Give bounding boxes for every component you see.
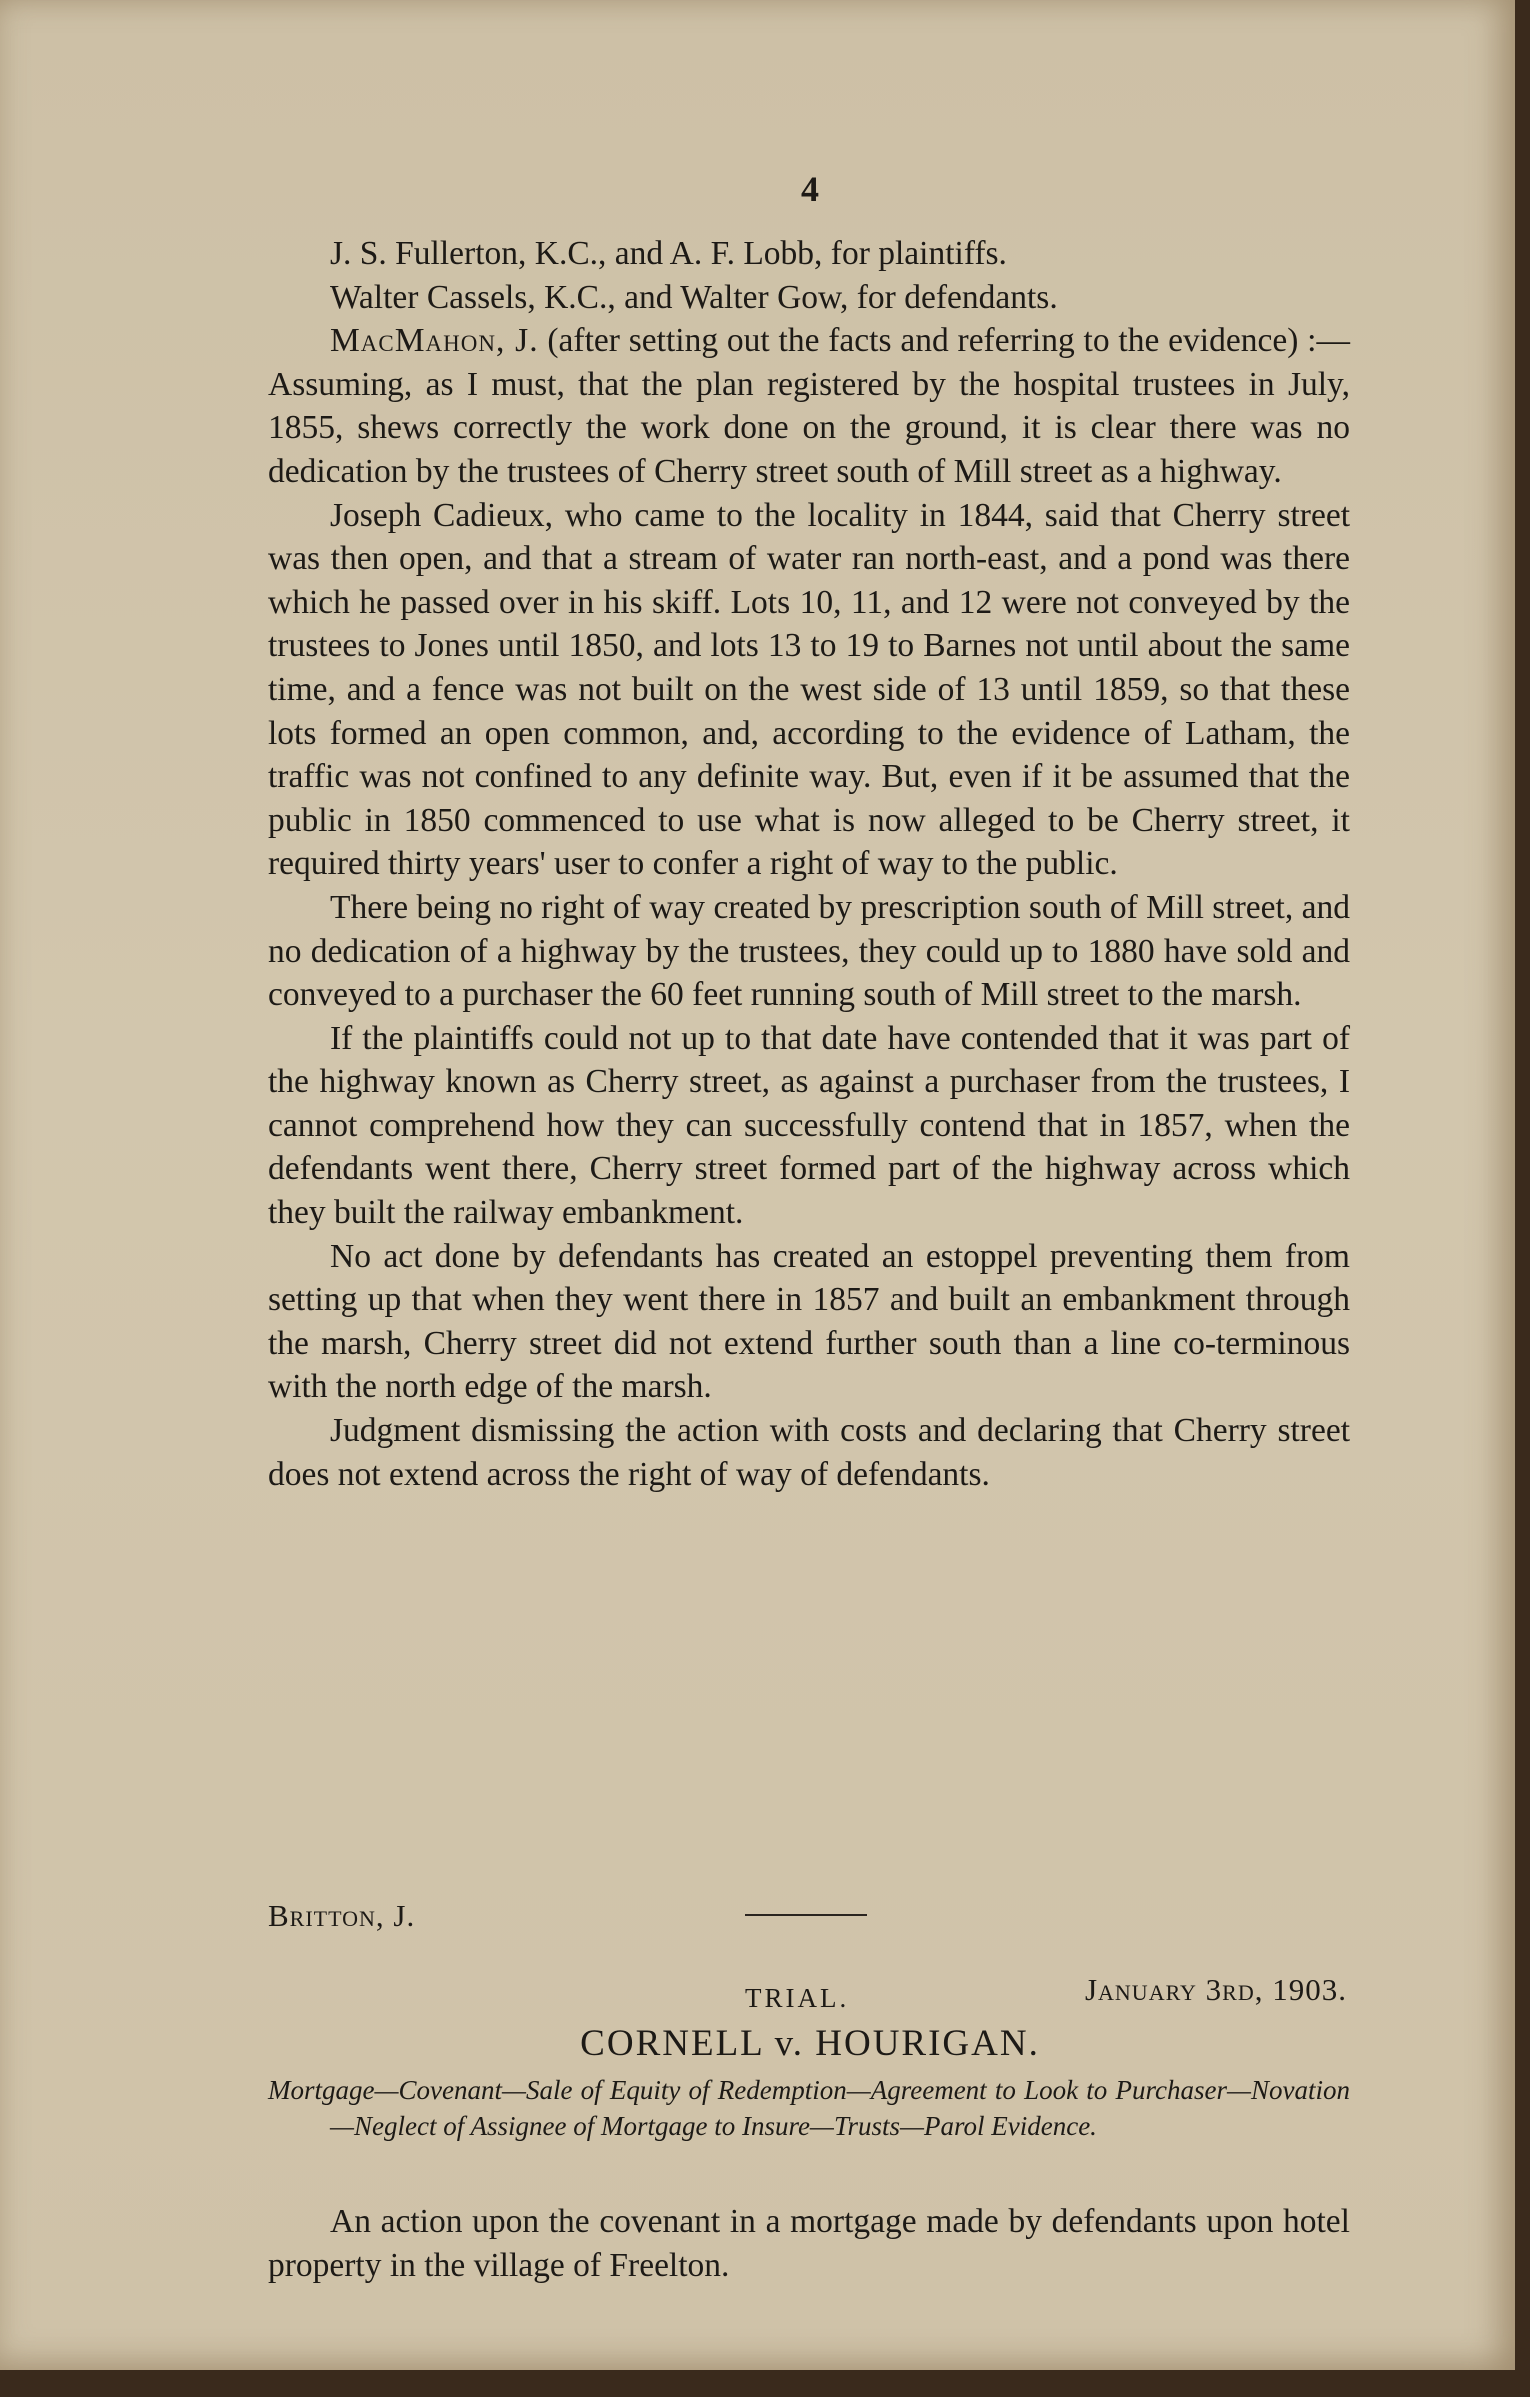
judgment-paragraph-4: If the plaintiffs could not up to that date have contended that it was part of the highway known as Cherry street, as against a purchaser from the trustees, I cannot comprehend how they can successfully contend that in 1857, when the defendants went there, Cherry street formed part of the highway across which they built the railway embankment. [268,1019,1350,1232]
next-case-headnote [268,2072,1350,2144]
next-case-date: January 3rd, 1903. [1084,1972,1347,2007]
judgment-paragraph-5: No act done by defendants has created an estoppel preventing them from setting up that when they went there in 1857 and built an embankment through the marsh, Cherry street did not extend further south than a line co-terminous with the north edge of the marsh. [268,1237,1350,1406]
headnote-text: Mortgage—Covenant—Sale of Equity of Redemption—Agreement to Look to Purchaser—Novation—Neglect of Assignee of Mortgage to Insure—Trusts—Parol Evidence. [268,2075,1350,2141]
counsel-plaintiffs: J. S. Fullerton, K.C., and A. F. Lobb, for plaintiffs. [330,235,1007,272]
judgment-paragraph-1-text: (after setting out the facts and referring to the evidence) :—Assuming, as I must, that the plan registered by the hospital trustees in July, 1855, shews correctly the work done on the ground, it is clear there was no dedication by the trustees of Cherry street south of Mill street as a highway. [268,322,1350,490]
next-case-title: CORNELL v. HOURIGAN. [580,2023,1040,2064]
next-case-trial-label: TRIAL. [745,1983,850,2013]
judgment-paragraph-1 [268,319,1350,493]
page-number: 4 [801,169,819,209]
section-divider [745,1914,867,1916]
judgment-paragraph-2: Joseph Cadieux, who came to the locality in 1844, said that Cherry street was then open, and that a stream of water ran north-east, and a pond was there which he passed over in his skiff. Lots 10, 11, and 12 were not conveyed by the trustees to Jones until 1850, and lots 13 to 19 to Barnes not until about the same time, and a fence was not built on the west side of 13 until 1859, so that these lots formed an open common, and, according to the evidence of Latham, the traffic was not confined to any definite way. But, even if it be assumed that the public in 1850 commenced to use what is now alleged to be Cherry street, it required thirty years' user to confer a right of way to the public. [268,496,1350,883]
opening-paragraph: An action upon the covenant in a mortgage made by defendants upon hotel property in the village of Freelton. [268,2203,1350,2284]
judge-name: MacMahon, J. [330,322,539,360]
next-case-judge: Britton, J. [268,1898,416,1933]
judgment-paragraph-3: There being no right of way created by prescription south of Mill street, and no dedication of a highway by the trustees, they could up to 1880 have sold and conveyed to a purchaser the 60 feet running south of Mill street to the marsh. [268,888,1350,1014]
report-body [268,232,1350,1496]
counsel-defendants: Walter Cassels, K.C., and Walter Gow, for defendants. [330,278,1058,316]
judgment-paragraph-6: Judgment dismissing the action with costs and declaring that Cherry street does not extend across the right of way of defendants. [268,1412,1350,1493]
next-case-opening [268,2200,1350,2287]
